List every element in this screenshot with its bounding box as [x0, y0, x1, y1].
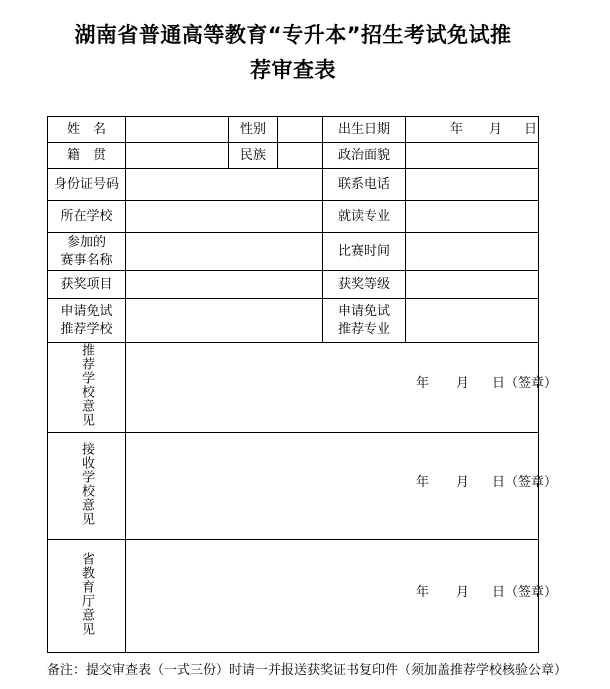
review-form-table	[47, 116, 558, 653]
input-id-number[interactable]	[126, 169, 323, 201]
input-ethnicity[interactable]	[278, 143, 323, 169]
label-competition-line1: 参加的	[66, 234, 106, 250]
input-award-item[interactable]	[126, 271, 323, 299]
label-apply-major-line2: 推荐专业	[337, 321, 390, 337]
input-phone[interactable]	[406, 169, 539, 201]
label-major: 就读专业	[323, 201, 406, 233]
label-ethnicity: 民族	[229, 143, 278, 169]
table-row-opinion-recommending-school	[48, 343, 539, 433]
opinion0-day-unit: 日（签章）	[492, 376, 558, 391]
label-award-item: 获奖项目	[48, 271, 126, 299]
birth-month-unit: 月	[489, 121, 503, 137]
table-row-award-item	[48, 271, 539, 299]
label-competition-time: 比赛时间	[323, 233, 406, 271]
input-opinion-receiving-school[interactable]	[126, 433, 558, 540]
label-political-status: 政治面貌	[323, 143, 406, 169]
page-title-line2: 荐审查表	[250, 58, 336, 82]
table-row-native-place	[48, 143, 539, 169]
input-competition-time[interactable]	[406, 233, 539, 271]
label-id-number: 身份证号码	[48, 169, 126, 201]
vertical-label-text: 接收学校意见	[79, 441, 94, 526]
input-competition[interactable]	[126, 233, 323, 271]
input-apply-major[interactable]	[406, 299, 539, 343]
opinion1-month-unit: 月	[456, 474, 470, 490]
opinion2-year-unit: 年	[416, 584, 430, 600]
label-apply-school-line1: 申请免试	[60, 303, 113, 319]
input-award-level[interactable]	[406, 271, 539, 299]
label-apply-school	[48, 299, 126, 343]
input-apply-school[interactable]	[126, 299, 323, 343]
signature-date-line	[126, 584, 558, 608]
opinion1-day-unit: 日（签章）	[492, 474, 558, 490]
label-apply-major	[323, 299, 406, 343]
footer-note: 备注：提交审查表（一式三份）时请一并报送获奖证书复印件（须加盖推荐学校核验公章）	[47, 663, 568, 678]
input-school[interactable]	[126, 201, 323, 233]
opinion0-year-unit: 年	[416, 376, 430, 391]
label-gender: 性别	[229, 117, 278, 143]
label-opinion-recommending-school	[48, 343, 126, 433]
table-row-school	[48, 201, 539, 233]
label-opinion-receiving-school	[48, 433, 126, 540]
table-row-id-number	[48, 169, 539, 201]
label-name: 姓 名	[48, 117, 126, 143]
input-major[interactable]	[406, 201, 539, 233]
table-row-name	[48, 117, 539, 143]
input-opinion-recommending-school[interactable]	[126, 343, 558, 433]
label-native-place: 籍 贯	[48, 143, 126, 169]
table-row-opinion-receiving-school	[48, 433, 539, 540]
birth-day-unit: 日	[524, 121, 538, 137]
label-opinion-provincial-department	[48, 540, 126, 653]
page-title	[47, 18, 539, 88]
signature-date-line	[126, 474, 558, 498]
table-row-opinion-provincial-department	[48, 540, 539, 653]
label-competition-line2: 赛事名称	[60, 252, 113, 268]
birthdate-placeholder	[406, 122, 538, 138]
label-competition	[48, 233, 126, 271]
birth-year-unit: 年	[450, 121, 464, 137]
opinion1-year-unit: 年	[416, 474, 430, 490]
vertical-label-text: 推荐学校意见	[79, 343, 94, 427]
table-row-competition	[48, 233, 539, 271]
input-political-status[interactable]	[406, 143, 539, 169]
opinion2-month-unit: 月	[456, 584, 470, 600]
input-native-place[interactable]	[126, 143, 229, 169]
label-phone: 联系电话	[323, 169, 406, 201]
input-name[interactable]	[126, 117, 229, 143]
signature-date-line	[126, 376, 558, 399]
input-birthdate[interactable]	[406, 117, 539, 143]
input-opinion-provincial-department[interactable]	[126, 540, 558, 653]
page-title-line1: 湖南省普通高等教育“专升本”招生考试免试推	[74, 23, 512, 47]
label-school: 所在学校	[48, 201, 126, 233]
label-apply-major-line1: 申请免试	[337, 303, 390, 319]
label-birthdate: 出生日期	[323, 117, 406, 143]
opinion0-month-unit: 月	[456, 376, 470, 391]
vertical-label-text: 省教育厅意见	[79, 551, 94, 636]
opinion2-day-unit: 日（签章）	[492, 584, 558, 600]
label-apply-school-line2: 推荐学校	[60, 321, 113, 337]
label-award-level: 获奖等级	[323, 271, 406, 299]
table-row-apply-school	[48, 299, 539, 343]
input-gender[interactable]	[278, 117, 323, 143]
